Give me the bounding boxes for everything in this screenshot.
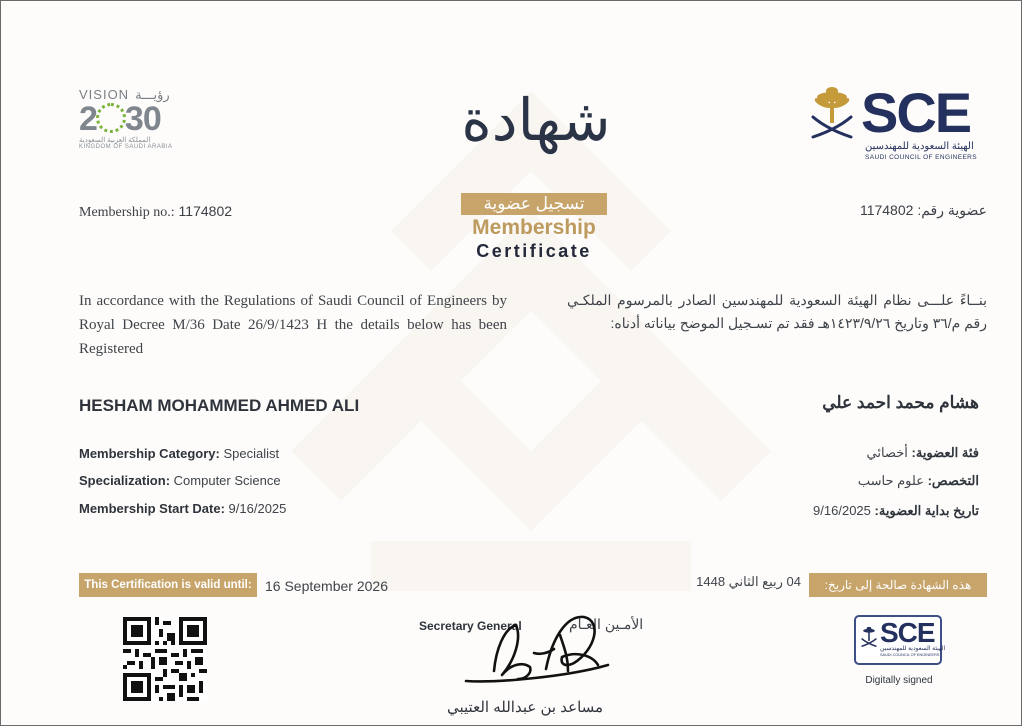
field-value: Computer Science	[173, 473, 281, 488]
field-value: 9/16/2025	[813, 503, 871, 518]
vision-2030-logo	[79, 87, 189, 157]
vision-year: 2 30	[79, 100, 161, 138]
field-start-date-en	[79, 501, 286, 516]
sce-name-ar: الهيئة السعودية للمهندسين	[865, 141, 974, 152]
membership-number-value-ar: 1174802	[859, 202, 914, 218]
vision-country-ar: المملكة العربية السعودية	[79, 137, 151, 145]
vision-label: VISION رؤيـــة	[79, 87, 170, 102]
field-label: تاريخ بداية العضوية:	[874, 503, 979, 518]
member-name-ar: هشام محمد احمد علي	[822, 393, 979, 412]
field-category-ar	[867, 445, 979, 461]
field-category-en	[79, 446, 279, 461]
membership-number-value-en: 1174802	[178, 203, 233, 219]
membership-number-label-ar: عضوية رقم:	[917, 202, 987, 218]
field-label: Specialization:	[79, 473, 171, 488]
field-value: 9/16/2025	[228, 501, 287, 516]
certificate-title-ar: شهادة	[461, 86, 611, 154]
handwritten-signature	[456, 609, 626, 699]
signer-name-ar: مساعد بن عبدالله العتيبي	[447, 699, 604, 716]
certificate-title-en-line1: Membership	[472, 216, 596, 239]
stamp-name-en: SAUDI COUNCIL OF ENGINEERS	[880, 653, 940, 657]
secretary-general-title-en: Secretary General	[419, 619, 522, 633]
member-name-en: HESHAM MOHAMMED AHMED ALI	[79, 396, 360, 415]
digital-signature-stamp	[854, 615, 946, 665]
vision-emblem-icon	[96, 103, 126, 133]
palm-swords-icon	[860, 625, 878, 649]
membership-registration-badge: تسجيل عضوية	[461, 193, 607, 215]
sce-logo	[809, 81, 994, 165]
sce-name-en: SAUDI COUNCIL OF ENGINEERS	[865, 154, 978, 161]
validity-label-en: This Certification is valid until:	[79, 573, 257, 597]
field-specialization-ar	[858, 473, 979, 489]
membership-number-ar	[860, 202, 987, 219]
field-start-date-ar	[813, 503, 979, 519]
field-value: Specialist	[223, 446, 280, 461]
stamp-name-ar: الهيئة السعودية للمهندسين	[880, 646, 946, 652]
watermark-pattern	[251, 71, 811, 651]
field-value: أخصائي	[866, 445, 908, 460]
field-value: علوم حاسب	[857, 473, 924, 488]
membership-number-en	[79, 203, 232, 221]
preamble-en: In accordance with the Regulations of Saudi Council of Engineers by Royal Decree M/36 Date 26/9/1423 H the details below has been Registered	[79, 293, 507, 357]
field-label: Membership Start Date:	[79, 501, 225, 516]
stamp-wordmark: SCE	[880, 617, 935, 648]
certificate-title-en-line2: Certificate	[476, 241, 592, 261]
validity-label-ar: هذه الشهادة صالحة إلى تاريخ:	[809, 573, 987, 597]
palm-swords-icon	[809, 87, 855, 139]
field-specialization-en	[79, 473, 281, 488]
digitally-signed-caption: Digitally signed	[865, 675, 933, 686]
preamble-ar: بنــاءً علـــى نظام الهيئة السعودية للمهندسين الصادر بالمرسوم الملكـي رقم م/٣٦ وتاريخ ١٤٢٣/٩/٢٦هـ فقد تم تسـجيل الموضح بياناته أدناه:	[567, 292, 987, 331]
validity-value-en: 16 September 2026	[265, 578, 388, 594]
field-label: التخصص:	[927, 473, 979, 488]
vision-country-en: KINGDOM OF SAUDI ARABIA	[79, 144, 173, 151]
validity-value-ar: 04 ربيع الثاني 1448	[696, 574, 801, 589]
field-label: فئة العضوية:	[911, 445, 979, 460]
sce-wordmark: SCE	[861, 81, 971, 144]
field-label: Membership Category:	[79, 446, 220, 461]
qr-code[interactable]	[123, 617, 207, 701]
membership-number-label-en: Membership no.:	[79, 205, 175, 220]
secretary-general-title-ar: الأمـين العـام	[569, 616, 644, 632]
